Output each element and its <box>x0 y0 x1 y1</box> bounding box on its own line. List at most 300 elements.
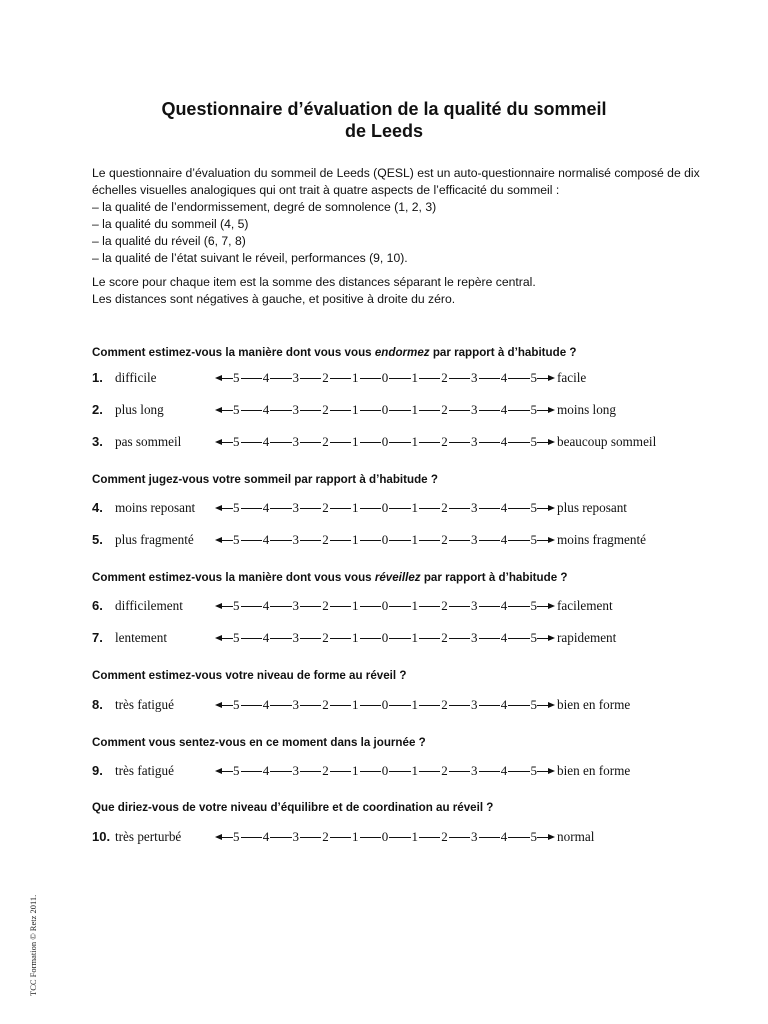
left-anchor-label: plus fragmenté <box>115 532 194 547</box>
scale-tick-label[interactable]: 1 <box>352 500 359 515</box>
question-text-end: par rapport à d’habitude ? <box>429 346 577 359</box>
scale-tick-label[interactable]: 4 <box>262 532 270 547</box>
scale-dash <box>419 771 440 772</box>
scale-dash <box>330 508 351 509</box>
scale-dash <box>508 638 529 639</box>
intro-paragraph-2b: Les distances sont négatives à gauche, et positive à droite du zéro. <box>92 292 456 306</box>
scale-tick-label[interactable]: 3 <box>471 763 478 778</box>
left-anchor-label: pas sommeil <box>115 434 182 449</box>
scale-dash <box>508 378 529 379</box>
scale-dash <box>508 442 529 443</box>
scale-tick-label[interactable]: 4 <box>262 370 270 385</box>
scale-dash <box>419 410 440 411</box>
scale-tick-label[interactable]: 1 <box>411 370 418 385</box>
scale-tick-label[interactable]: 3 <box>292 763 299 778</box>
right-anchor-label: moins fragmenté <box>557 532 646 547</box>
scale-tick-label[interactable]: 3 <box>292 630 299 645</box>
scale-dash <box>508 771 529 772</box>
left-anchor-label: plus long <box>115 402 164 417</box>
scale-left-arrow-icon <box>215 762 233 780</box>
scale-dash <box>389 638 410 639</box>
scale-tick-label[interactable]: 4 <box>262 630 270 645</box>
item-number: 4. <box>92 500 103 515</box>
rating-scale[interactable] <box>215 696 555 714</box>
scale-tick-label[interactable]: 2 <box>322 370 329 385</box>
scale-tick-label[interactable]: 4 <box>262 402 270 417</box>
question-text: Comment vous sentez-vous en ce moment dans la journée ? <box>92 736 426 749</box>
scale-left-arrow-icon <box>215 531 233 549</box>
question-heading-3 <box>92 571 567 585</box>
scale-right-arrow-icon <box>537 499 555 517</box>
item-number: 7. <box>92 630 103 645</box>
copyright-footer: TCC Formation © Retz 2011. <box>28 894 38 996</box>
scale-right-arrow-icon <box>537 828 555 846</box>
scale-tick-label[interactable]: 2 <box>322 763 329 778</box>
scale-dash <box>449 771 470 772</box>
scale-dash <box>330 638 351 639</box>
scale-item-5 <box>92 531 732 549</box>
scale-dash <box>270 705 291 706</box>
scale-left-arrow-icon <box>215 499 233 517</box>
scale-tick-label[interactable]: 5 <box>530 500 537 515</box>
scale-dash <box>449 442 470 443</box>
scale-dash <box>300 837 321 838</box>
scale-dash <box>270 410 291 411</box>
scale-tick-label[interactable]: 3 <box>292 829 299 844</box>
scale-dash <box>419 442 440 443</box>
scale-tick-label[interactable]: 1 <box>352 697 359 712</box>
scale-dash <box>270 638 291 639</box>
left-anchor-label: moins reposant <box>115 500 196 515</box>
item-number: 8. <box>92 697 103 712</box>
scale-tick-label[interactable]: 3 <box>292 532 299 547</box>
scale-dash <box>241 705 262 706</box>
scale-dash <box>360 837 381 838</box>
rating-scale[interactable] <box>215 762 555 780</box>
scale-dash <box>479 410 500 411</box>
scale-tick-label[interactable]: 3 <box>471 500 478 515</box>
scale-tick-label[interactable]: 0 <box>381 630 389 645</box>
intro-bullet-4: – la qualité de l’état suivant le réveil, performances (9, 10). <box>92 251 408 265</box>
scale-dash <box>389 378 410 379</box>
scale-tick-label[interactable]: 3 <box>471 402 478 417</box>
rating-scale[interactable] <box>215 369 555 387</box>
question-text: Comment estimez-vous votre niveau de forme au réveil ? <box>92 669 407 682</box>
scale-dash <box>419 705 440 706</box>
scale-dash <box>360 378 381 379</box>
scale-dash <box>479 638 500 639</box>
scale-item-6 <box>92 597 732 615</box>
right-anchor-label: bien en forme <box>557 763 631 778</box>
scale-right-arrow-icon <box>537 762 555 780</box>
scale-tick-label[interactable]: 5 <box>530 402 537 417</box>
scale-dash <box>508 410 529 411</box>
scale-tick-label[interactable]: 4 <box>262 598 270 613</box>
scale-dash <box>479 442 500 443</box>
scale-tick-label[interactable]: 0 <box>381 829 389 844</box>
page-title <box>0 98 768 142</box>
scale-tick-label[interactable]: 4 <box>500 598 508 613</box>
scale-tick-label[interactable]: 3 <box>292 500 299 515</box>
scale-tick-label[interactable]: 1 <box>352 402 359 417</box>
scale-dash <box>330 410 351 411</box>
scale-tick-label[interactable]: 1 <box>352 630 359 645</box>
scale-right-arrow-icon <box>537 531 555 549</box>
scale-tick-label[interactable]: 0 <box>381 598 389 613</box>
scale-tick-label[interactable]: 2 <box>441 697 448 712</box>
scale-dash <box>389 837 410 838</box>
scale-tick-label[interactable]: 4 <box>262 697 270 712</box>
scale-right-arrow-icon <box>537 401 555 419</box>
scale-dash <box>479 705 500 706</box>
scale-dash <box>270 837 291 838</box>
scale-tick-label[interactable]: 5 <box>530 763 537 778</box>
scale-tick-label[interactable]: 4 <box>500 630 508 645</box>
scale-dash <box>300 410 321 411</box>
scale-right-arrow-icon <box>537 629 555 647</box>
scale-dash <box>330 771 351 772</box>
scale-item-10 <box>92 828 732 846</box>
scale-dash <box>300 771 321 772</box>
scale-tick-label[interactable]: 5 <box>233 598 240 613</box>
scale-tick-label[interactable]: 5 <box>233 434 240 449</box>
scale-dash <box>479 837 500 838</box>
scale-dash <box>330 837 351 838</box>
question-heading-1 <box>92 346 576 360</box>
scale-dash <box>360 705 381 706</box>
left-anchor-label: difficilement <box>115 598 183 613</box>
rating-scale[interactable] <box>215 401 555 419</box>
scale-tick-label[interactable]: 0 <box>381 402 389 417</box>
scale-dash <box>241 378 262 379</box>
scale-dash <box>300 705 321 706</box>
scale-dash <box>300 378 321 379</box>
scale-tick-label[interactable]: 0 <box>381 434 389 449</box>
scale-tick-label[interactable]: 1 <box>352 532 359 547</box>
right-anchor-label: facile <box>557 370 587 385</box>
scale-dash <box>479 606 500 607</box>
scale-tick-label[interactable]: 3 <box>471 434 478 449</box>
scale-tick-label[interactable]: 2 <box>441 370 448 385</box>
scale-tick-label[interactable]: 4 <box>500 434 508 449</box>
scale-tick-label[interactable]: 3 <box>471 697 478 712</box>
scale-tick-label[interactable]: 0 <box>381 370 389 385</box>
scale-item-4 <box>92 499 732 517</box>
scale-right-arrow-icon <box>537 433 555 451</box>
question-text: Comment jugez-vous votre sommeil par rapport à d’habitude ? <box>92 473 438 486</box>
scale-tick-label[interactable]: 1 <box>411 763 418 778</box>
scale-tick-label[interactable]: 4 <box>500 829 508 844</box>
scale-dash <box>389 606 410 607</box>
scale-dash <box>449 638 470 639</box>
left-anchor-label: lentement <box>115 630 167 645</box>
scale-tick-label[interactable]: 5 <box>233 500 240 515</box>
title-line-2: de Leeds <box>344 121 424 141</box>
scale-left-arrow-icon <box>215 696 233 714</box>
scale-right-arrow-icon <box>537 696 555 714</box>
scale-dash <box>241 771 262 772</box>
item-number: 2. <box>92 402 103 417</box>
scale-tick-label[interactable]: 1 <box>411 630 418 645</box>
rating-scale[interactable] <box>215 531 555 549</box>
scale-tick-label[interactable]: 5 <box>233 532 240 547</box>
scale-right-arrow-icon <box>537 369 555 387</box>
scale-dash <box>360 606 381 607</box>
rating-scale[interactable] <box>215 828 555 846</box>
scale-tick-label[interactable]: 5 <box>530 434 537 449</box>
scale-dash <box>270 378 291 379</box>
scale-left-arrow-icon <box>215 629 233 647</box>
title-line-1: Questionnaire d’évaluation de la qualité du sommeil <box>161 99 607 119</box>
scale-dash <box>330 378 351 379</box>
item-number: 1. <box>92 370 103 385</box>
scale-dash <box>419 606 440 607</box>
scale-dash <box>449 378 470 379</box>
scale-item-1 <box>92 369 732 387</box>
right-anchor-label: plus reposant <box>557 500 627 515</box>
scale-dash <box>389 771 410 772</box>
scale-tick-label[interactable]: 3 <box>292 697 299 712</box>
scale-tick-label[interactable]: 4 <box>262 763 270 778</box>
scale-dash <box>479 378 500 379</box>
scale-tick-label[interactable]: 0 <box>381 500 389 515</box>
scale-dash <box>419 508 440 509</box>
scale-dash <box>241 606 262 607</box>
question-emphasis: endormez <box>374 346 430 359</box>
scale-item-7 <box>92 629 732 647</box>
scale-tick-label[interactable]: 4 <box>500 370 508 385</box>
scale-dash <box>360 442 381 443</box>
scale-dash <box>479 508 500 509</box>
scale-tick-label[interactable]: 5 <box>233 829 240 844</box>
scale-right-arrow-icon <box>537 597 555 615</box>
intro-text <box>92 165 712 308</box>
rating-scale[interactable] <box>215 597 555 615</box>
scale-tick-label[interactable]: 5 <box>233 402 240 417</box>
scale-tick-label[interactable]: 4 <box>500 532 508 547</box>
scale-dash <box>300 508 321 509</box>
scale-tick-label[interactable]: 4 <box>500 763 508 778</box>
scale-dash <box>449 508 470 509</box>
scale-dash <box>270 508 291 509</box>
scale-dash <box>241 442 262 443</box>
right-anchor-label: moins long <box>557 402 616 417</box>
question-heading-6 <box>92 801 493 815</box>
scale-tick-label[interactable]: 3 <box>471 630 478 645</box>
scale-left-arrow-icon <box>215 401 233 419</box>
scale-tick-label[interactable]: 1 <box>352 763 359 778</box>
scale-tick-label[interactable]: 5 <box>530 370 537 385</box>
scale-tick-label[interactable]: 1 <box>411 829 418 844</box>
scale-dash <box>508 705 529 706</box>
item-number: 5. <box>92 532 103 547</box>
scale-tick-label[interactable]: 5 <box>233 697 240 712</box>
scale-tick-label[interactable]: 2 <box>322 532 329 547</box>
rating-scale[interactable] <box>215 433 555 451</box>
scale-tick-label[interactable]: 2 <box>441 402 448 417</box>
rating-scale[interactable] <box>215 629 555 647</box>
scale-dash <box>360 410 381 411</box>
scale-item-9 <box>92 762 732 780</box>
scale-tick-label[interactable]: 1 <box>411 697 418 712</box>
intro-bullet-1: – la qualité de l’endormissement, degré de somnolence (1, 2, 3) <box>92 200 437 214</box>
scale-dash <box>330 705 351 706</box>
scale-tick-label[interactable]: 2 <box>441 500 448 515</box>
question-heading-2 <box>92 473 438 487</box>
scale-tick-label[interactable]: 3 <box>292 402 299 417</box>
scale-dash <box>300 442 321 443</box>
question-text: Comment estimez-vous la manière dont vous vous <box>92 346 375 359</box>
scale-dash <box>389 508 410 509</box>
scale-item-3 <box>92 433 732 451</box>
scale-dash <box>449 410 470 411</box>
rating-scale[interactable] <box>215 499 555 517</box>
scale-dash <box>330 606 351 607</box>
scale-tick-label[interactable]: 2 <box>322 630 329 645</box>
scale-tick-label[interactable]: 5 <box>530 829 537 844</box>
scale-left-arrow-icon <box>215 597 233 615</box>
scale-dash <box>330 540 351 541</box>
question-heading-5 <box>92 736 426 750</box>
scale-tick-label[interactable]: 5 <box>233 763 240 778</box>
scale-tick-label[interactable]: 5 <box>530 630 537 645</box>
scale-dash <box>419 638 440 639</box>
scale-tick-label[interactable]: 3 <box>471 532 478 547</box>
scale-dash <box>449 606 470 607</box>
left-anchor-label: très fatigué <box>115 697 174 712</box>
scale-tick-label[interactable]: 4 <box>500 697 508 712</box>
scale-tick-label[interactable]: 2 <box>322 434 329 449</box>
scale-tick-label[interactable]: 4 <box>262 500 270 515</box>
scale-tick-label[interactable]: 3 <box>292 434 299 449</box>
scale-tick-label[interactable]: 2 <box>322 697 329 712</box>
scale-tick-label[interactable]: 4 <box>262 829 270 844</box>
scale-tick-label[interactable]: 5 <box>530 598 537 613</box>
scale-tick-label[interactable]: 2 <box>441 829 448 844</box>
scale-tick-label[interactable]: 4 <box>500 402 508 417</box>
right-anchor-label: rapidement <box>557 630 617 645</box>
intro-paragraph-2a: Le score pour chaque item est la somme des distances séparant le repère central. <box>92 275 536 289</box>
scale-tick-label[interactable]: 2 <box>322 500 329 515</box>
scale-tick-label[interactable]: 2 <box>322 829 329 844</box>
scale-left-arrow-icon <box>215 828 233 846</box>
scale-item-2 <box>92 401 732 419</box>
intro-bullet-3: – la qualité du réveil (6, 7, 8) <box>92 234 246 248</box>
scale-tick-label[interactable]: 1 <box>411 598 418 613</box>
scale-dash <box>419 378 440 379</box>
scale-tick-label[interactable]: 0 <box>381 532 389 547</box>
scale-tick-label[interactable]: 4 <box>262 434 270 449</box>
question-emphasis: réveillez <box>374 571 421 584</box>
scale-tick-label[interactable]: 1 <box>411 500 418 515</box>
item-number: 9. <box>92 763 103 778</box>
scale-tick-label[interactable]: 3 <box>471 370 478 385</box>
right-anchor-label: normal <box>557 829 595 844</box>
right-anchor-label: bien en forme <box>557 697 631 712</box>
scale-tick-label[interactable]: 4 <box>500 500 508 515</box>
scale-tick-label[interactable]: 1 <box>352 598 359 613</box>
right-anchor-label: facilement <box>557 598 613 613</box>
scale-tick-label[interactable]: 2 <box>441 763 448 778</box>
scale-tick-label[interactable]: 1 <box>411 402 418 417</box>
question-text: Que diriez-vous de votre niveau d’équilibre et de coordination au réveil ? <box>92 801 494 814</box>
scale-left-arrow-icon <box>215 433 233 451</box>
question-text: Comment estimez-vous la manière dont vous vous <box>92 571 375 584</box>
item-number: 3. <box>92 434 103 449</box>
scale-dash <box>241 410 262 411</box>
intro-paragraph-1: Le questionnaire d’évaluation du sommeil de Leeds (QESL) est un auto-questionnaire normalisé composé de dix échelles visuelles analogiques qui ont trait à quatre aspects de l’efficacité du sommeil : <box>92 166 700 197</box>
scale-dash <box>360 540 381 541</box>
scale-tick-label[interactable]: 3 <box>471 598 478 613</box>
scale-tick-label[interactable]: 5 <box>530 697 537 712</box>
scale-left-arrow-icon <box>215 369 233 387</box>
scale-dash <box>508 508 529 509</box>
scale-dash <box>419 837 440 838</box>
scale-tick-label[interactable]: 0 <box>381 697 389 712</box>
item-number: 6. <box>92 598 103 613</box>
scale-tick-label[interactable]: 1 <box>411 434 418 449</box>
scale-dash <box>241 540 262 541</box>
scale-tick-label[interactable]: 2 <box>441 434 448 449</box>
scale-dash <box>508 606 529 607</box>
scale-tick-label[interactable]: 2 <box>441 532 448 547</box>
scale-dash <box>300 606 321 607</box>
scale-tick-label[interactable]: 1 <box>352 434 359 449</box>
scale-dash <box>479 540 500 541</box>
scale-tick-label[interactable]: 5 <box>233 370 240 385</box>
scale-dash <box>300 638 321 639</box>
scale-dash <box>449 540 470 541</box>
scale-dash <box>330 442 351 443</box>
scale-tick-label[interactable]: 1 <box>352 829 359 844</box>
scale-tick-label[interactable]: 3 <box>471 829 478 844</box>
scale-dash <box>241 508 262 509</box>
scale-tick-label[interactable]: 1 <box>352 370 359 385</box>
right-anchor-label: beaucoup sommeil <box>557 434 657 449</box>
scale-tick-label[interactable]: 2 <box>441 598 448 613</box>
scale-dash <box>389 540 410 541</box>
scale-dash <box>241 638 262 639</box>
left-anchor-label: très fatigué <box>115 763 174 778</box>
left-anchor-label: difficile <box>115 370 157 385</box>
scale-tick-label[interactable]: 5 <box>233 630 240 645</box>
scale-dash <box>389 410 410 411</box>
question-text-end: par rapport à d’habitude ? <box>420 571 568 584</box>
scale-tick-label[interactable]: 2 <box>322 402 329 417</box>
scale-dash <box>360 508 381 509</box>
scale-tick-label[interactable]: 0 <box>381 763 389 778</box>
scale-tick-label[interactable]: 2 <box>441 630 448 645</box>
scale-dash <box>449 705 470 706</box>
scale-dash <box>241 837 262 838</box>
scale-tick-label[interactable]: 5 <box>530 532 537 547</box>
scale-tick-label[interactable]: 1 <box>411 532 418 547</box>
scale-dash <box>508 837 529 838</box>
intro-bullet-2: – la qualité du sommeil (4, 5) <box>92 217 249 231</box>
scale-item-8 <box>92 696 732 714</box>
scale-tick-label[interactable]: 3 <box>292 370 299 385</box>
scale-dash <box>389 705 410 706</box>
item-number: 10. <box>92 829 111 844</box>
scale-dash <box>360 771 381 772</box>
scale-tick-label[interactable]: 2 <box>322 598 329 613</box>
scale-dash <box>270 540 291 541</box>
scale-dash <box>449 837 470 838</box>
scale-dash <box>360 638 381 639</box>
scale-dash <box>508 540 529 541</box>
scale-tick-label[interactable]: 3 <box>292 598 299 613</box>
scale-dash <box>300 540 321 541</box>
